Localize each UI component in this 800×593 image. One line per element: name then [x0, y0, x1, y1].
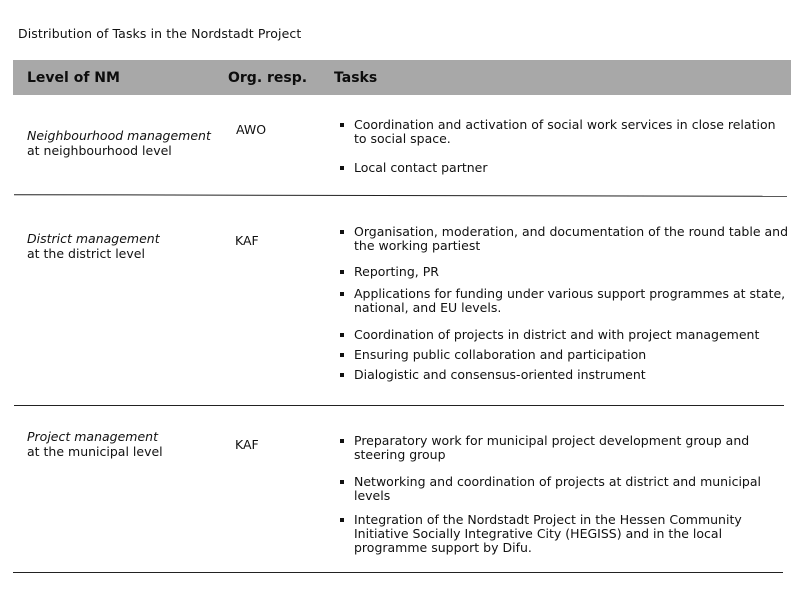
task-text: Local contact partner [354, 160, 488, 175]
task-item [340, 161, 792, 175]
management-scope: at neighbourhood level [27, 143, 172, 158]
bullet-icon [340, 123, 344, 127]
bullet-icon [340, 270, 344, 274]
row-divider [14, 194, 787, 197]
task-text: Coordination of projects in district and with project management [354, 327, 760, 342]
table-header [13, 60, 791, 95]
task-item [340, 513, 792, 555]
bullet-icon [340, 353, 344, 357]
bullet-icon [340, 292, 344, 296]
bullet-icon [340, 333, 344, 337]
row-divider [13, 572, 783, 573]
org-cell: AWO [236, 122, 267, 137]
org-cell: KAF [235, 437, 259, 452]
task-text: Integration of the Nordstadt Project in the Hessen Community Initiative Socially Integrative City (HEGISS) and in the local programme support by Difu. [354, 512, 742, 555]
task-text: Networking and coordination of projects at district and municipal levels [354, 474, 761, 503]
bullet-icon [340, 166, 344, 170]
task-text: Dialogistic and consensus-oriented instrument [354, 367, 646, 382]
bullet-icon [340, 439, 344, 443]
bullet-icon [340, 230, 344, 234]
management-scope: at the municipal level [27, 444, 163, 459]
bullet-icon [340, 480, 344, 484]
management-name: District management [27, 231, 160, 246]
header-org: Org. resp. [228, 70, 308, 86]
task-item [340, 368, 792, 382]
task-text: Ensuring public collaboration and participation [354, 347, 647, 362]
task-item [340, 328, 792, 342]
level-cell [27, 231, 160, 261]
level-cell [27, 128, 211, 158]
bullet-icon [340, 518, 344, 522]
task-item [340, 475, 792, 503]
task-item [340, 434, 792, 462]
task-item [340, 265, 792, 279]
header-tasks: Tasks [334, 70, 378, 86]
task-text: Organisation, moderation, and documentation of the round table and the working partiest [354, 224, 789, 253]
task-text: Coordination and activation of social work services in close relation to social space. [354, 117, 776, 146]
document-title: Distribution of Tasks in the Nordstadt Project [18, 26, 302, 41]
task-text: Preparatory work for municipal project development group and steering group [354, 433, 750, 462]
management-scope: at the district level [27, 246, 145, 261]
task-item [340, 348, 792, 362]
header-level: Level of NM [27, 70, 120, 86]
level-cell [27, 429, 163, 459]
management-name: Neighbourhood management [27, 128, 211, 143]
task-item [340, 118, 792, 146]
task-text: Reporting, PR [354, 264, 439, 279]
task-item [340, 225, 792, 253]
bullet-icon [340, 373, 344, 377]
task-text: Applications for funding under various support programmes at state, national, and EU levels. [354, 286, 786, 315]
org-cell: KAF [235, 233, 259, 248]
task-item [340, 287, 792, 315]
row-divider [14, 405, 784, 406]
management-name: Project management [27, 429, 158, 444]
